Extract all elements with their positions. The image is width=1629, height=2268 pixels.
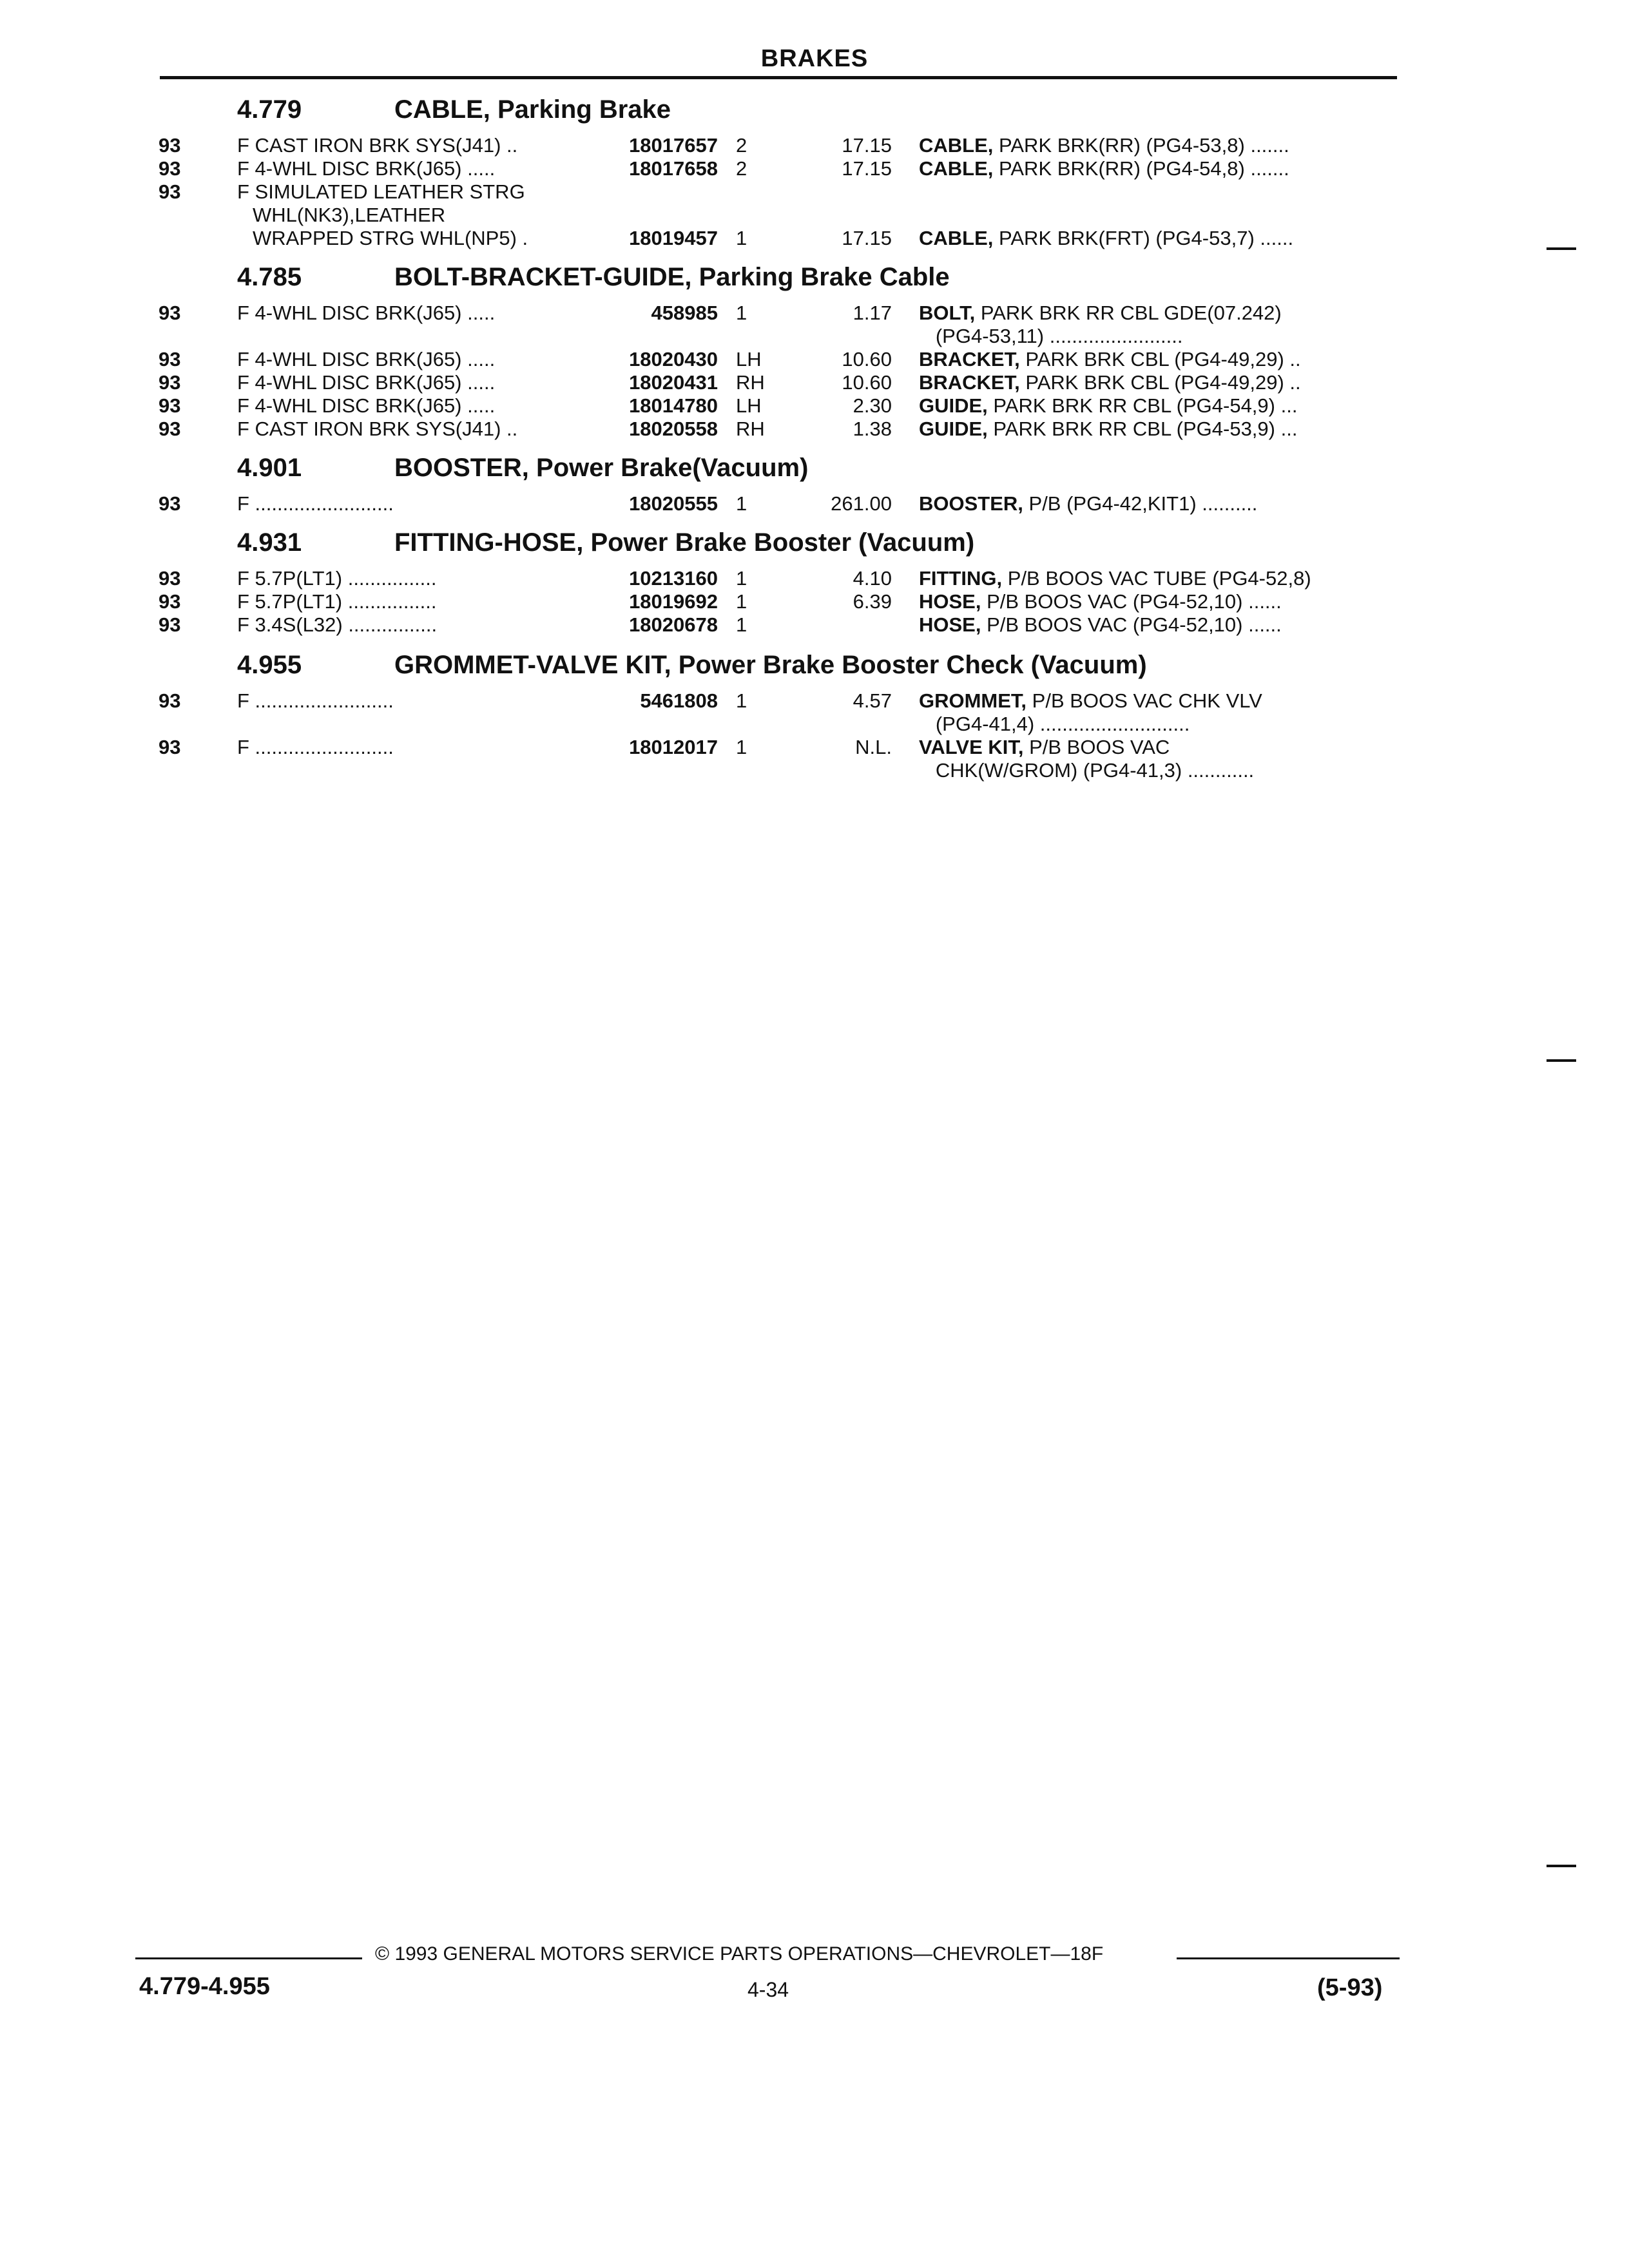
quantity-cell: 1 <box>736 689 747 712</box>
quantity-cell: RH <box>736 418 765 440</box>
edge-mark <box>1547 247 1576 250</box>
price-cell: 1.38 <box>853 418 892 440</box>
price-cell: 10.60 <box>842 348 892 370</box>
section-title: CABLE, Parking Brake <box>394 95 671 124</box>
application-cell: F 4-WHL DISC BRK(J65) ..... <box>237 302 496 324</box>
application-cell: WRAPPED STRG WHL(NP5) . <box>253 227 528 249</box>
application-cell: F ......................... <box>237 492 394 515</box>
quantity-cell: LH <box>736 348 762 370</box>
table-row <box>0 302 1629 326</box>
quantity-cell: 1 <box>736 590 747 613</box>
part-number-cell: 18020431 <box>629 371 718 394</box>
description-cell: GROMMET, P/B BOOS VAC CHK VLV <box>919 689 1262 712</box>
application-cell: WHL(NK3),LEATHER <box>253 204 446 226</box>
footer-date: (5-93) <box>1317 1974 1383 2001</box>
description-cell: CABLE, PARK BRK(RR) (PG4-54,8) ....... <box>919 157 1289 180</box>
application-cell: F CAST IRON BRK SYS(J41) .. <box>237 134 518 157</box>
price-cell: 17.15 <box>842 157 892 180</box>
price-cell: 17.15 <box>842 134 892 157</box>
footer-page-number: 4-34 <box>747 1978 789 2001</box>
part-number-cell: 18019457 <box>629 227 718 249</box>
section-title: GROMMET-VALVE KIT, Power Brake Booster Check (Vacuum) <box>394 651 1147 679</box>
page-title: BRAKES <box>760 45 869 72</box>
price-cell: 261.00 <box>831 492 892 515</box>
section-number: 4.901 <box>237 454 302 482</box>
table-row <box>0 204 1629 228</box>
table-row <box>0 394 1629 419</box>
year-cell: 93 <box>159 371 181 394</box>
price-cell: 17.15 <box>842 227 892 249</box>
description-cell: BOOSTER, P/B (PG4-42,KIT1) .......... <box>919 492 1258 515</box>
section-title: FITTING-HOSE, Power Brake Booster (Vacuum) <box>394 528 975 557</box>
application-cell: F 4-WHL DISC BRK(J65) ..... <box>237 157 496 180</box>
year-cell: 93 <box>159 394 181 417</box>
table-row <box>0 613 1629 638</box>
year-cell: 93 <box>159 492 181 515</box>
application-cell: F ......................... <box>237 689 394 712</box>
quantity-cell: RH <box>736 371 765 394</box>
part-number-cell: 18012017 <box>629 736 718 758</box>
quantity-cell: LH <box>736 394 762 417</box>
year-cell: 93 <box>159 180 181 203</box>
year-cell: 93 <box>159 302 181 324</box>
header-rule <box>160 76 1397 79</box>
section-title: BOLT-BRACKET-GUIDE, Parking Brake Cable <box>394 263 950 291</box>
description-cell: HOSE, P/B BOOS VAC (PG4-52,10) ...... <box>919 590 1282 613</box>
price-cell: N.L. <box>855 736 892 758</box>
year-cell: 93 <box>159 736 181 758</box>
description-cell: (PG4-41,4) ........................... <box>919 713 1190 735</box>
description-cell: CABLE, PARK BRK(RR) (PG4-53,8) ....... <box>919 134 1289 157</box>
section-number: 4.955 <box>237 651 302 679</box>
description-cell: CHK(W/GROM) (PG4-41,3) ............ <box>919 759 1255 782</box>
edge-mark <box>1547 1059 1576 1062</box>
quantity-cell: 1 <box>736 736 747 758</box>
table-row <box>0 325 1629 349</box>
year-cell: 93 <box>159 134 181 157</box>
description-cell: BRACKET, PARK BRK CBL (PG4-49,29) .. <box>919 371 1301 394</box>
table-row <box>0 134 1629 159</box>
year-cell: 93 <box>159 590 181 613</box>
application-cell: F CAST IRON BRK SYS(J41) .. <box>237 418 518 440</box>
quantity-cell: 1 <box>736 613 747 636</box>
table-row <box>0 418 1629 442</box>
part-number-cell: 18020430 <box>629 348 718 370</box>
quantity-cell: 2 <box>736 157 747 180</box>
description-cell: FITTING, P/B BOOS VAC TUBE (PG4-52,8) <box>919 567 1311 590</box>
quantity-cell: 1 <box>736 227 747 249</box>
quantity-cell: 2 <box>736 134 747 157</box>
table-row <box>0 713 1629 737</box>
section-title: BOOSTER, Power Brake(Vacuum) <box>394 454 809 482</box>
table-row <box>0 227 1629 251</box>
price-cell: 6.39 <box>853 590 892 613</box>
description-cell: BRACKET, PARK BRK CBL (PG4-49,29) .. <box>919 348 1301 370</box>
part-number-cell: 18020555 <box>629 492 718 515</box>
quantity-cell: 1 <box>736 492 747 515</box>
footer-section-range: 4.779-4.955 <box>139 1973 270 2000</box>
year-cell: 93 <box>159 613 181 636</box>
description-cell: GUIDE, PARK BRK RR CBL (PG4-54,9) ... <box>919 394 1298 417</box>
description-cell: GUIDE, PARK BRK RR CBL (PG4-53,9) ... <box>919 418 1298 440</box>
quantity-cell: 1 <box>736 302 747 324</box>
footer-copyright-line <box>135 1943 1400 1972</box>
price-cell: 4.57 <box>853 689 892 712</box>
description-cell: (PG4-53,11) ........................ <box>919 325 1183 347</box>
part-number-cell: 18019692 <box>629 590 718 613</box>
table-row <box>0 590 1629 615</box>
section-number: 4.785 <box>237 263 302 291</box>
price-cell: 4.10 <box>853 567 892 590</box>
application-cell: F SIMULATED LEATHER STRG <box>237 180 525 203</box>
part-number-cell: 18014780 <box>629 394 718 417</box>
year-cell: 93 <box>159 567 181 590</box>
year-cell: 93 <box>159 689 181 712</box>
description-cell: CABLE, PARK BRK(FRT) (PG4-53,7) ...... <box>919 227 1294 249</box>
part-number-cell: 18020678 <box>629 613 718 636</box>
table-row <box>0 180 1629 205</box>
description-cell: VALVE KIT, P/B BOOS VAC <box>919 736 1170 758</box>
price-cell: 2.30 <box>853 394 892 417</box>
table-row <box>0 492 1629 517</box>
year-cell: 93 <box>159 418 181 440</box>
application-cell: F ......................... <box>237 736 394 758</box>
footer-rule-left <box>135 1957 362 1959</box>
table-row <box>0 157 1629 182</box>
part-number-cell: 458985 <box>651 302 718 324</box>
application-cell: F 5.7P(LT1) ................ <box>237 567 437 590</box>
table-row <box>0 371 1629 396</box>
part-number-cell: 18017657 <box>629 134 718 157</box>
year-cell: 93 <box>159 348 181 370</box>
quantity-cell: 1 <box>736 567 747 590</box>
section-number: 4.779 <box>237 95 302 124</box>
description-cell: BOLT, PARK BRK RR CBL GDE(07.242) <box>919 302 1282 324</box>
application-cell: F 4-WHL DISC BRK(J65) ..... <box>237 394 496 417</box>
part-number-cell: 10213160 <box>629 567 718 590</box>
description-cell: HOSE, P/B BOOS VAC (PG4-52,10) ...... <box>919 613 1282 636</box>
section-number: 4.931 <box>237 528 302 557</box>
edge-mark <box>1547 1865 1576 1867</box>
footer-copyright: © 1993 GENERAL MOTORS SERVICE PARTS OPERATIONS—CHEVROLET—18F <box>375 1943 1104 1965</box>
application-cell: F 4-WHL DISC BRK(J65) ..... <box>237 348 496 370</box>
footer-rule-right <box>1177 1957 1400 1959</box>
price-cell: 1.17 <box>853 302 892 324</box>
price-cell: 10.60 <box>842 371 892 394</box>
application-cell: F 5.7P(LT1) ................ <box>237 590 437 613</box>
table-row <box>0 689 1629 714</box>
part-number-cell: 5461808 <box>640 689 718 712</box>
year-cell: 93 <box>159 157 181 180</box>
part-number-cell: 18017658 <box>629 157 718 180</box>
table-row <box>0 348 1629 372</box>
table-row <box>0 736 1629 760</box>
application-cell: F 3.4S(L32) ................ <box>237 613 438 636</box>
part-number-cell: 18020558 <box>629 418 718 440</box>
application-cell: F 4-WHL DISC BRK(J65) ..... <box>237 371 496 394</box>
table-row <box>0 759 1629 783</box>
table-row <box>0 567 1629 591</box>
